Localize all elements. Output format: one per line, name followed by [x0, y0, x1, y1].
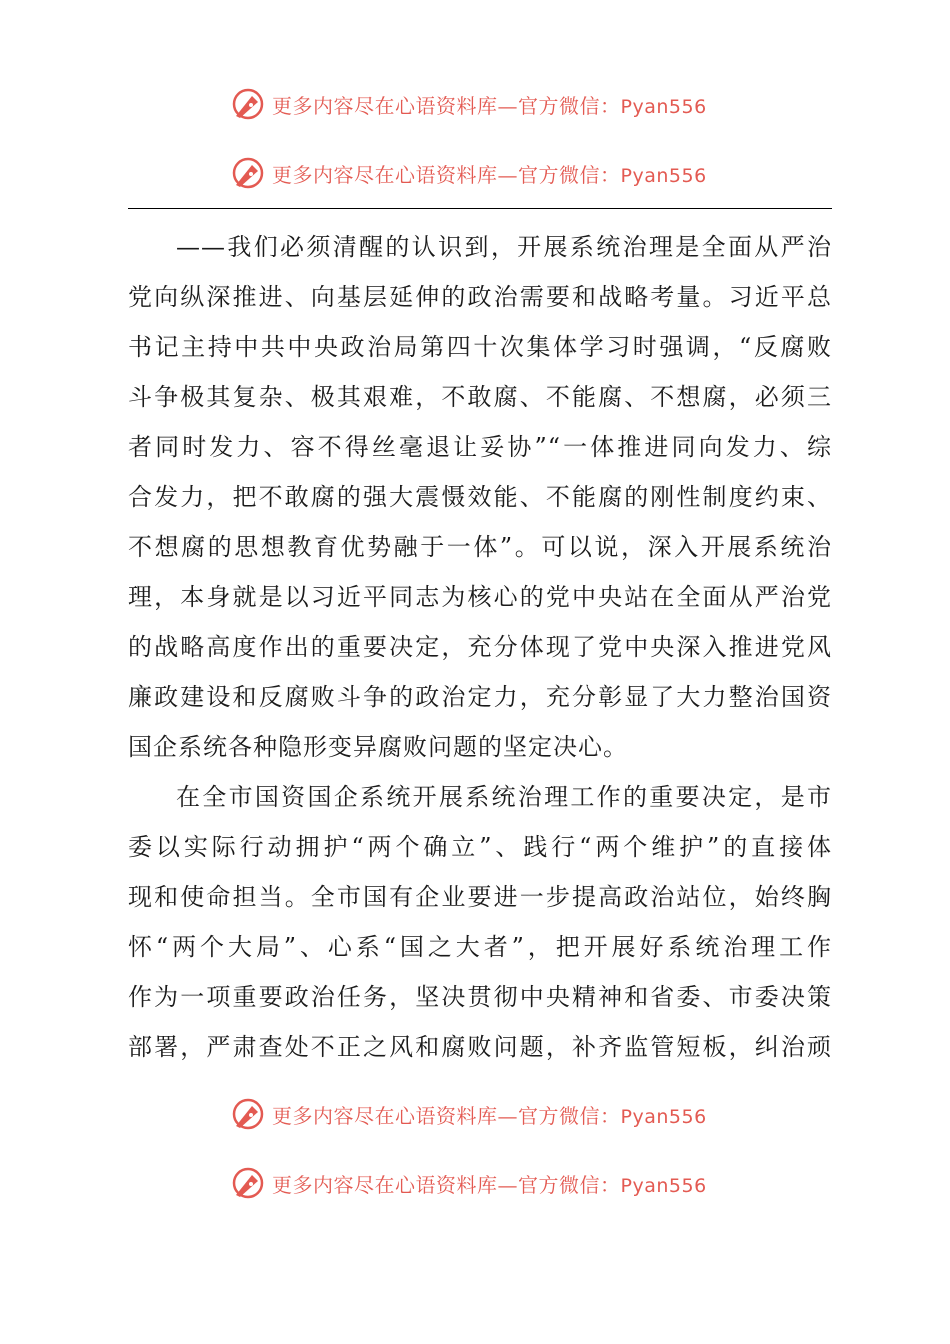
header-divider [128, 208, 832, 209]
wechat-id: Pyan556 [620, 1105, 707, 1128]
text-line: 现和使命担当。全市国有企业要进一步提高政治站位，始终胸 [128, 883, 832, 911]
watermark-text: 更多内容尽在心语资料库—官方微信：Pyan556 [272, 1103, 707, 1128]
watermark-banner [230, 155, 730, 191]
text-line: 理，本身就是以习近平同志为核心的党中央站在全面从严治党 [128, 583, 832, 611]
text-line: 委以实际行动拥护“两个确立”、践行“两个维护”的直接体 [128, 833, 832, 861]
paragraph [128, 222, 832, 772]
text-line: 部署，严肃查处不正之风和腐败问题，补齐监管短板，纠治顽 [128, 1033, 832, 1061]
watermark-text: 更多内容尽在心语资料库—官方微信：Pyan556 [272, 162, 707, 187]
watermark-text: 更多内容尽在心语资料库—官方微信：Pyan556 [272, 1172, 707, 1197]
document-body [128, 222, 832, 1072]
fountain-pen-logo-icon [230, 86, 266, 122]
text-line: 在全市国资国企系统开展系统治理工作的重要决定，是市 [176, 783, 832, 811]
wechat-id: Pyan556 [620, 1174, 707, 1197]
fountain-pen-logo-icon [230, 155, 266, 191]
fountain-pen-logo-icon [230, 1165, 266, 1201]
watermark-banner [230, 1096, 730, 1132]
text-line: 者同时发力、容不得丝毫退让妥协”“一体推进同向发力、综 [128, 433, 832, 461]
text-line: 国企系统各种隐形变异腐败问题的坚定决心。 [128, 733, 628, 761]
text-line: 的战略高度作出的重要决定，充分体现了党中央深入推进党风 [128, 633, 832, 661]
wechat-id: Pyan556 [620, 164, 707, 187]
paragraph [128, 772, 832, 1072]
text-line: 作为一项重要政治任务，坚决贯彻中央精神和省委、市委决策 [128, 983, 832, 1011]
fountain-pen-logo-icon [230, 1096, 266, 1132]
text-line: 廉政建设和反腐败斗争的政治定力，充分彰显了大力整治国资 [128, 683, 832, 711]
text-line: ——我们必须清醒的认识到，开展系统治理是全面从严治 [176, 233, 832, 261]
text-line: 怀“两个大局”、心系“国之大者”，把开展好系统治理工作 [128, 933, 832, 961]
watermark-text: 更多内容尽在心语资料库—官方微信：Pyan556 [272, 93, 707, 118]
watermark-banner [230, 86, 730, 122]
text-line: 斗争极其复杂、极其艰难，不敢腐、不能腐、不想腐，必须三 [128, 383, 832, 411]
watermark-banner [230, 1165, 730, 1201]
wechat-id: Pyan556 [620, 95, 707, 118]
text-line: 书记主持中共中央政治局第四十次集体学习时强调，“反腐败 [128, 333, 832, 361]
text-line: 合发力，把不敢腐的强大震慑效能、不能腐的刚性制度约束、 [128, 483, 832, 511]
text-line: 党向纵深推进、向基层延伸的政治需要和战略考量。习近平总 [128, 283, 832, 311]
text-line: 不想腐的思想教育优势融于一体”。可以说，深入开展系统治 [128, 533, 832, 561]
